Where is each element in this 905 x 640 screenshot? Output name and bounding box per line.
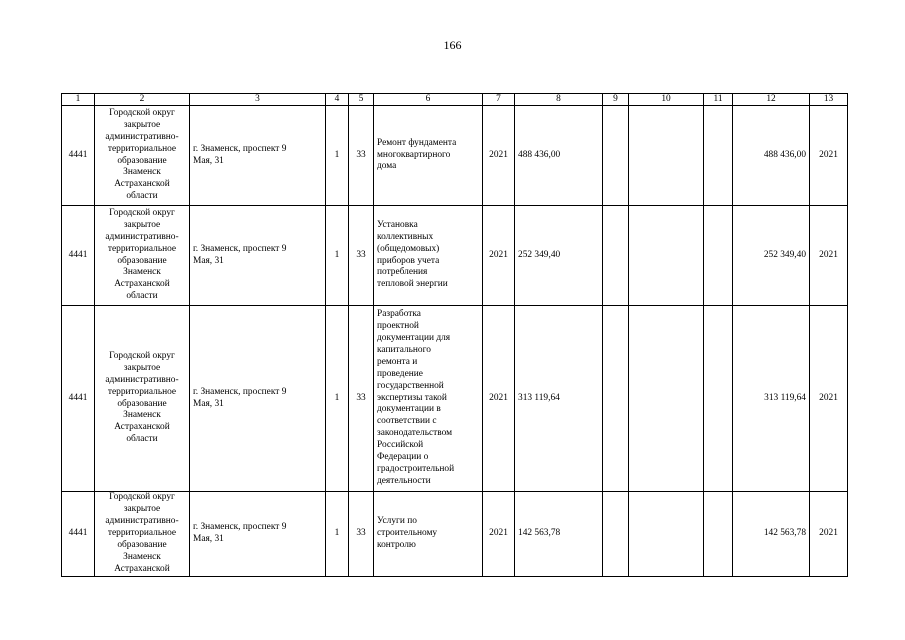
- cell-municipality: [95, 106, 190, 206]
- header-col-12: 12: [733, 94, 810, 106]
- municipality-text: Городской округ закрытое административно- территориальное образование Знаменск Астраханской области: [105, 107, 179, 202]
- header-row: [62, 94, 848, 106]
- cell-address: [190, 492, 326, 577]
- cell-col11: [704, 206, 733, 306]
- cell-address: [190, 106, 326, 206]
- cell-funding: 488 436,00: [733, 106, 810, 206]
- address-text: г. Знаменск, проспект 9 Мая, 31: [193, 143, 287, 166]
- cell-work-type: [374, 106, 483, 206]
- page-number: 166: [443, 38, 462, 52]
- header-col-9: 9: [603, 94, 629, 106]
- work-type-text: Установка коллективных (общедомовых) приборов учета потребления тепловой энергии: [377, 219, 448, 290]
- address-text: г. Знаменск, проспект 9 Мая, 31: [193, 243, 287, 266]
- cell-total-cost: 142 563,78: [515, 492, 603, 577]
- cell-col9: [603, 106, 629, 206]
- municipality-text: Городской округ закрытое административно- территориальное образование Знаменск Астраханской области: [105, 207, 179, 302]
- cell-end-year: 2021: [810, 106, 848, 206]
- cell-col5: 33: [349, 106, 374, 206]
- cell-total-cost: 488 436,00: [515, 106, 603, 206]
- cell-funding: 252 349,40: [733, 206, 810, 306]
- header-col-8: 8: [515, 94, 603, 106]
- capital-repair-table: [61, 93, 848, 577]
- cell-end-year: 2021: [810, 306, 848, 492]
- cell-funding: 142 563,78: [733, 492, 810, 577]
- work-type-text: Ремонт фундамента многоквартирного дома: [377, 137, 457, 172]
- cell-col4: 1: [326, 306, 349, 492]
- cell-col11: [704, 492, 733, 577]
- cell-code: 4441: [62, 492, 95, 577]
- cell-col9: [603, 492, 629, 577]
- header-col-1: 1: [62, 94, 95, 106]
- cell-col9: [603, 206, 629, 306]
- header-col-11: 11: [704, 94, 733, 106]
- table-row: [62, 306, 848, 492]
- work-type-text: Услуги по строительному контролю: [377, 516, 438, 550]
- cell-work-type: [374, 206, 483, 306]
- cell-address: [190, 306, 326, 492]
- cell-year: 2021: [483, 492, 515, 577]
- cell-col4: 1: [326, 206, 349, 306]
- address-text: г. Знаменск, проспект 9 Мая, 31: [193, 386, 287, 409]
- cell-col11: [704, 106, 733, 206]
- cell-work-type: [374, 492, 483, 577]
- table-row: [62, 492, 848, 577]
- cell-col10: [629, 492, 704, 577]
- header-col-10: 10: [629, 94, 704, 106]
- cell-funding: 313 119,64: [733, 306, 810, 492]
- cell-code: 4441: [62, 306, 95, 492]
- header-col-3: 3: [190, 94, 326, 106]
- cell-col4: 1: [326, 492, 349, 577]
- cell-col10: [629, 106, 704, 206]
- table-row: [62, 106, 848, 206]
- cell-col10: [629, 206, 704, 306]
- cell-municipality: [95, 206, 190, 306]
- cell-work-type: [374, 306, 483, 492]
- cell-code: 4441: [62, 206, 95, 306]
- cell-year: 2021: [483, 206, 515, 306]
- cell-year: 2021: [483, 106, 515, 206]
- cell-total-cost: 252 349,40: [515, 206, 603, 306]
- municipality-text: Городской округ закрытое административно- территориальное образование Знаменск Астраханской: [105, 492, 179, 574]
- cell-address: [190, 206, 326, 306]
- cell-col11: [704, 306, 733, 492]
- cell-col5: 33: [349, 306, 374, 492]
- header-col-13: 13: [810, 94, 848, 106]
- work-type-text: Разработка проектной документации для капитального ремонта и проведение государственной экспертизы такой документации в соответствии с законодательством Российской Федерации о градостроительной деятельности: [377, 309, 455, 486]
- cell-col5: 33: [349, 492, 374, 577]
- header-col-2: 2: [95, 94, 190, 106]
- municipality-text: Городской округ закрытое административно- территориальное образование Знаменск Астраханской области: [105, 350, 179, 445]
- header-col-6: 6: [374, 94, 483, 106]
- cell-total-cost: 313 119,64: [515, 306, 603, 492]
- cell-end-year: 2021: [810, 492, 848, 577]
- cell-col4: 1: [326, 106, 349, 206]
- cell-col9: [603, 306, 629, 492]
- cell-code: 4441: [62, 106, 95, 206]
- cell-col10: [629, 306, 704, 492]
- address-text: г. Знаменск, проспект 9 Мая, 31: [193, 522, 287, 544]
- header-col-4: 4: [326, 94, 349, 106]
- header-col-5: 5: [349, 94, 374, 106]
- cell-col5: 33: [349, 206, 374, 306]
- cell-year: 2021: [483, 306, 515, 492]
- header-col-7: 7: [483, 94, 515, 106]
- cell-municipality: [95, 306, 190, 492]
- cell-end-year: 2021: [810, 206, 848, 306]
- table-row: [62, 206, 848, 306]
- cell-municipality: [95, 492, 190, 577]
